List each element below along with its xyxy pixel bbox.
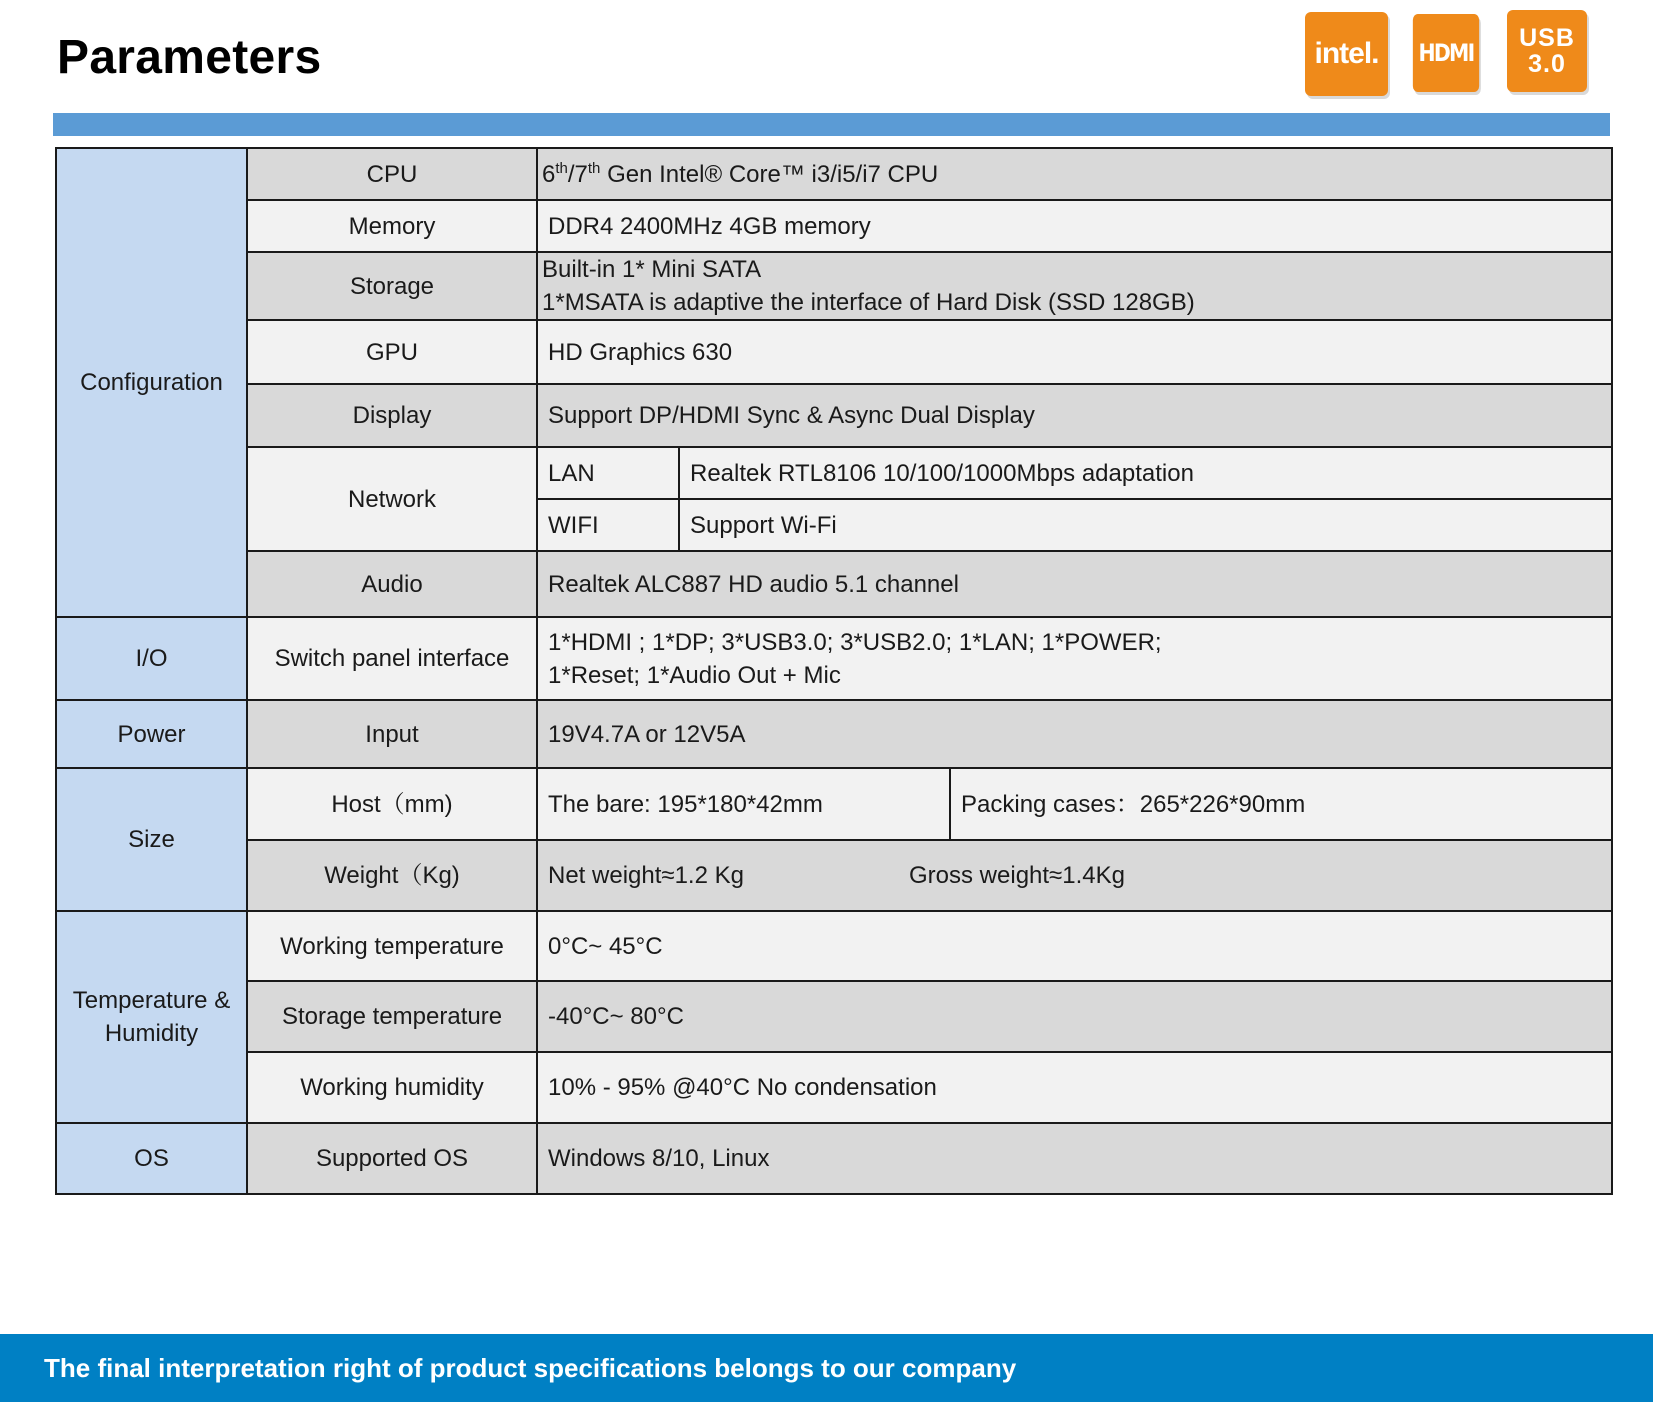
spec-label-storage-temp: Storage temperature bbox=[247, 981, 537, 1052]
hdmi-logo-badge bbox=[1413, 14, 1479, 92]
footer-banner bbox=[0, 1334, 1653, 1402]
spec-value-display: Support DP/HDMI Sync & Async Dual Display bbox=[537, 384, 1612, 447]
page-title: Parameters bbox=[57, 31, 322, 84]
spec-label-network: Network bbox=[247, 447, 537, 551]
spec-value-gpu: HD Graphics 630 bbox=[537, 320, 1612, 384]
spec-label-storage: Storage bbox=[247, 252, 537, 320]
category-io: I/O bbox=[56, 617, 247, 700]
spec-value-input: 19V4.7A or 12V5A bbox=[537, 700, 1612, 768]
spec-label-weight: Weight（Kg) bbox=[247, 840, 537, 911]
spec-label-switch-panel: Switch panel interface bbox=[247, 617, 537, 700]
spec-label-host: Host（mm) bbox=[247, 768, 537, 840]
spec-value-host-bare: The bare: 195*180*42mm bbox=[537, 768, 950, 840]
spec-value-working-temp: 0°C~ 45°C bbox=[537, 911, 1612, 981]
header-divider-bar bbox=[53, 113, 1610, 136]
switch-panel-line-2: 1*Reset; 1*Audio Out + Mic bbox=[548, 661, 841, 689]
spec-label-display: Display bbox=[247, 384, 537, 447]
spec-row-working-temp bbox=[56, 911, 1612, 981]
spec-value-audio: Realtek ALC887 HD audio 5.1 channel bbox=[537, 551, 1612, 617]
category-size: Size bbox=[56, 768, 247, 911]
spec-row-cpu bbox=[56, 148, 1612, 200]
switch-panel-line-1: 1*HDMI ; 1*DP; 3*USB3.0; 3*USB2.0; 1*LAN; 1*POWER; bbox=[548, 628, 1162, 656]
spec-row-audio bbox=[56, 551, 1612, 617]
spec-row-host bbox=[56, 768, 1612, 840]
spec-row-gpu bbox=[56, 320, 1612, 384]
spec-value-memory: DDR4 2400MHz 4GB memory bbox=[537, 200, 1612, 252]
cpu-sup-a: th bbox=[555, 159, 568, 177]
usb-logo-text: USB bbox=[1519, 24, 1575, 52]
spec-value-lan: Realtek RTL8106 10/100/1000Mbps adaptation bbox=[679, 447, 1612, 499]
spec-label-working-humidity: Working humidity bbox=[247, 1052, 537, 1123]
spec-label-gpu: GPU bbox=[247, 320, 537, 384]
parameters-table bbox=[55, 147, 1613, 1195]
spec-value-working-humidity: 10% - 95% @40°C No condensation bbox=[537, 1052, 1612, 1123]
spec-value-host-packing: Packing cases：265*226*90mm bbox=[950, 768, 1612, 840]
spec-label-cpu: CPU bbox=[247, 148, 537, 200]
cpu-gen-b: /7 bbox=[567, 160, 588, 188]
spec-row-io bbox=[56, 617, 1612, 700]
usb3-logo-badge bbox=[1507, 10, 1587, 92]
cpu-desc: Gen Intel® Core™ i3/i5/i7 CPU bbox=[600, 160, 939, 188]
spec-value-storage bbox=[537, 252, 1612, 320]
category-temperature-humidity bbox=[56, 911, 247, 1123]
spec-value-weight bbox=[537, 840, 1612, 911]
spec-label-audio: Audio bbox=[247, 551, 537, 617]
spec-row-power bbox=[56, 700, 1612, 768]
spec-row-weight bbox=[56, 840, 1612, 911]
spec-value-storage-temp: -40°C~ 80°C bbox=[537, 981, 1612, 1052]
category-os: OS bbox=[56, 1123, 247, 1194]
spec-label-memory: Memory bbox=[247, 200, 537, 252]
spec-value-supported-os: Windows 8/10, Linux bbox=[537, 1123, 1612, 1194]
spec-sublabel-lan: LAN bbox=[537, 447, 679, 499]
spec-row-working-humidity bbox=[56, 1052, 1612, 1123]
spec-sublabel-wifi: WIFI bbox=[537, 499, 679, 551]
spec-row-network-lan bbox=[56, 447, 1612, 499]
spec-label-working-temp: Working temperature bbox=[247, 911, 537, 981]
category-temp-line-2: Humidity bbox=[104, 1020, 199, 1047]
spec-value-wifi: Support Wi-Fi bbox=[679, 499, 1612, 551]
intel-logo-text: intel. bbox=[1314, 37, 1379, 70]
spec-row-display bbox=[56, 384, 1612, 447]
gross-weight: Gross weight≈1.4Kg bbox=[909, 862, 1125, 889]
net-weight: Net weight≈1.2 Kg bbox=[548, 862, 744, 889]
spec-row-storage bbox=[56, 252, 1612, 320]
weight-values bbox=[548, 859, 1601, 892]
spec-row-os bbox=[56, 1123, 1612, 1194]
cpu-sup-b: th bbox=[587, 159, 601, 177]
footer-disclaimer: The final interpretation right of product specifications belongs to our company bbox=[44, 1353, 1017, 1383]
category-temp-line-1: Temperature & bbox=[72, 987, 231, 1014]
storage-line-1: Built-in 1* Mini SATA bbox=[542, 256, 762, 283]
hdmi-logo-text: HDMI bbox=[1418, 39, 1474, 67]
intel-logo-badge bbox=[1305, 12, 1388, 96]
category-configuration: Configuration bbox=[56, 148, 247, 617]
storage-line-2: 1*MSATA is adaptive the interface of Hard Disk (SSD 128GB) bbox=[542, 289, 1195, 316]
spec-value-switch-panel bbox=[537, 617, 1612, 700]
cpu-gen-a: 6 bbox=[542, 160, 556, 188]
spec-label-input: Input bbox=[247, 700, 537, 768]
spec-row-storage-temp bbox=[56, 981, 1612, 1052]
spec-value-cpu bbox=[537, 148, 1612, 200]
spec-label-supported-os: Supported OS bbox=[247, 1123, 537, 1194]
usb-version-text: 3.0 bbox=[1528, 50, 1566, 78]
spec-row-memory bbox=[56, 200, 1612, 252]
category-power: Power bbox=[56, 700, 247, 768]
